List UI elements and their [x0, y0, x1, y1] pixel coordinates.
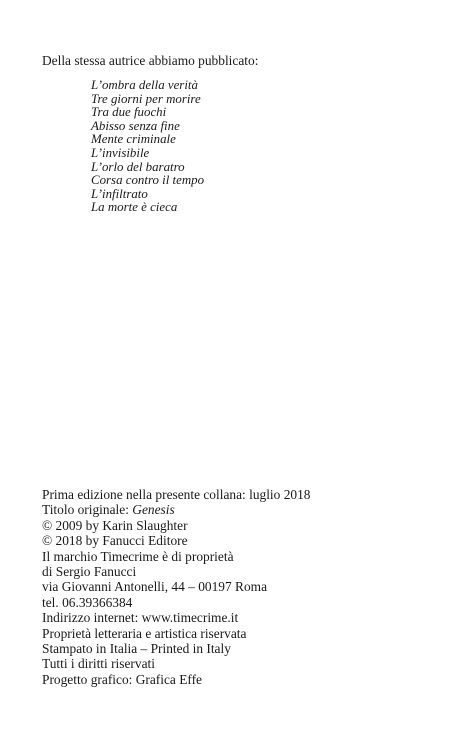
book-title: L’ombra della verità	[91, 78, 198, 92]
original-title-line	[42, 502, 310, 517]
website-line: Indirizzo internet: www.timecrime.it	[42, 610, 239, 626]
book-title: Tra due fuochi	[91, 105, 167, 120]
rights-literary-line: Proprietà letteraria e artistica riservata	[42, 625, 247, 641]
address-line: via Giovanni Antonelli, 44 – 00197 Roma	[42, 579, 268, 595]
graphic-design-line: Progetto grafico: Grafica Effe	[42, 671, 202, 687]
trademark-owner-line: di Sergio Fanucci	[42, 564, 137, 580]
first-edition-line: Prima edizione nella presente collana: luglio 2018	[42, 487, 311, 502]
book-title: Corsa contro il tempo	[91, 173, 205, 188]
phone-line: tel. 06.39366384	[42, 594, 133, 610]
original-title: Genesis	[132, 502, 175, 518]
colophon	[42, 487, 310, 687]
all-rights-line: Tutti i diritti riservati	[42, 656, 155, 672]
book-title: L’orlo del baratro	[91, 159, 185, 174]
original-title-label: Titolo originale:	[42, 502, 133, 518]
trademark-line: Il marchio Timecrime è di proprietà	[42, 548, 234, 564]
printed-in-line: Stampato in Italia – Printed in Italy	[42, 641, 231, 657]
book-title: Tre giorni per morire	[91, 91, 201, 106]
book-title: Abisso senza fine	[91, 118, 180, 133]
book-title: L’invisibile	[91, 145, 150, 160]
intro-text: Della stessa autrice abbiamo pubblicato:	[42, 53, 259, 68]
book-title: L’infiltrato	[91, 186, 148, 201]
copyright-publisher-line: © 2018 by Fanucci Editore	[42, 533, 188, 549]
book-title: La morte è cieca	[91, 200, 178, 215]
book-list	[91, 79, 204, 215]
book-title: Mente criminale	[91, 132, 176, 147]
copyright-author-line: © 2009 by Karin Slaughter	[42, 517, 188, 533]
